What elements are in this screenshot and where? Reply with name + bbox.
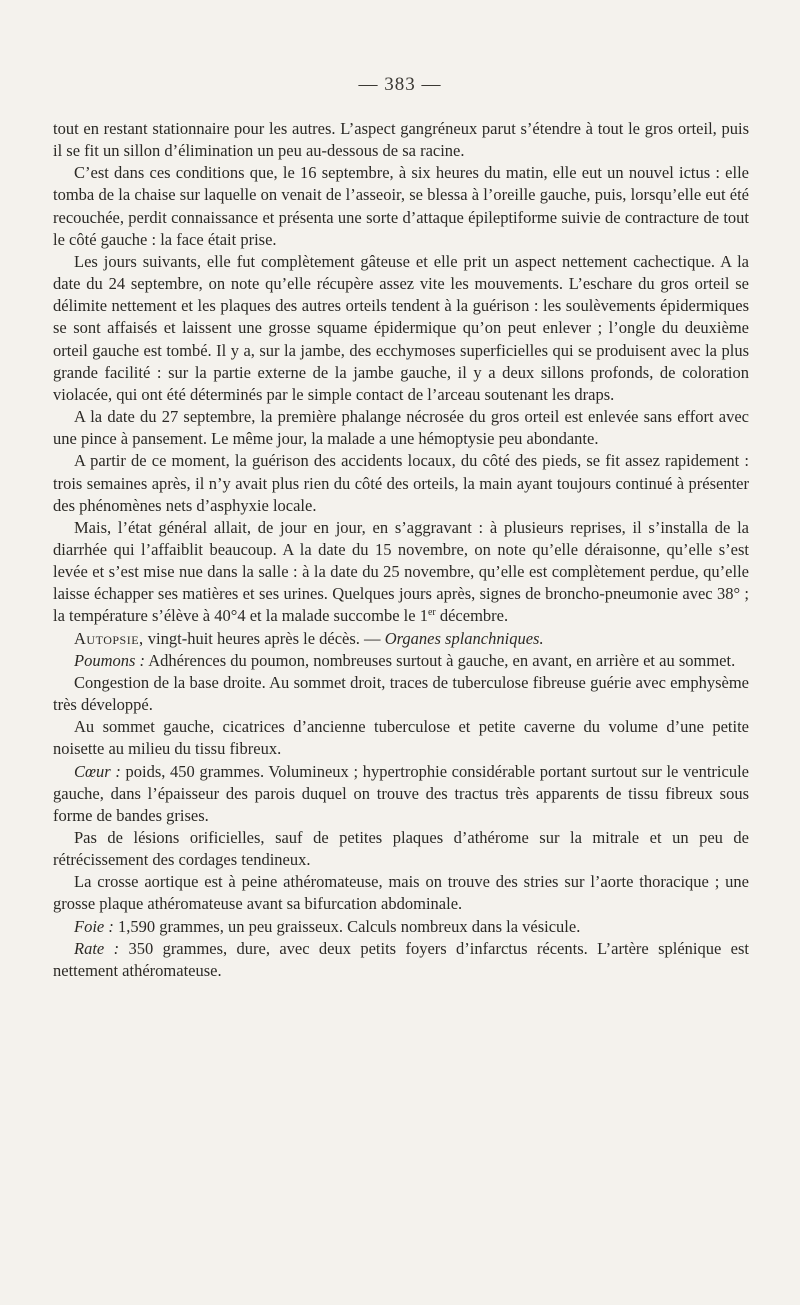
organ-label: Foie : bbox=[74, 916, 114, 936]
paragraph-text: poids, 450 grammes. Volumineux ; hypertrophie considérable portant surtout sur le ventricule gauche, dans l’épaisseur des parois duquel on trouve des tractus très apparents de tissu fibreux sous forme de bandes grises. bbox=[53, 761, 749, 825]
paragraph-text: 1,590 grammes, un peu graisseux. Calculs nombreux dans la vésicule. bbox=[113, 916, 581, 936]
section-heading-italic: Organes splanchniques. bbox=[384, 628, 544, 648]
section-label: Autopsie, bbox=[74, 628, 144, 648]
paragraph-text-end: décembre. bbox=[435, 606, 509, 626]
organ-label: Cœur : bbox=[74, 761, 121, 781]
paragraph: La crosse aortique est à peine athéromateuse, mais on trouve des stries sur l’aorte thoracique ; une grosse plaque athéromateuse avant sa bifurcation abdominale. bbox=[53, 872, 749, 914]
paragraph: tout en restant stationnaire pour les autres. L’aspect gangréneux parut s’étendre à tout le gros orteil, puis il se fit un sillon d’élimination un peu au-dessous de sa racine. bbox=[53, 119, 749, 161]
paragraph: C’est dans ces conditions que, le 16 septembre, à six heures du matin, elle eut un nouvel ictus : elle tomba de la chaise sur laquelle on venait de l’asseoir, se blessa à l’oreille gauche, puis, lorsqu’elle eut été recouchée, perdit connaissance et présenta une sorte d’attaque épileptiforme suivie de contracture de tout le côté gauche : la face était prise. bbox=[53, 163, 749, 249]
paragraph bbox=[53, 628, 749, 650]
organ-label: Poumons : bbox=[74, 650, 146, 670]
paragraph-text: 350 grammes, dure, avec deux petits foyers d’infarctus récents. L’artère splénique est nettement athéromateuse. bbox=[53, 938, 749, 980]
page-number: — 383 — bbox=[358, 74, 442, 95]
ordinal-superscript: er bbox=[427, 607, 436, 619]
paragraph bbox=[53, 517, 749, 628]
paragraph bbox=[53, 938, 749, 982]
paragraph: Pas de lésions orificielles, sauf de petites plaques d’athérome sur la mitrale et un peu de rétrécissement des cordages tendineux. bbox=[53, 828, 749, 870]
paragraph: Au sommet gauche, cicatrices d’ancienne tuberculose et petite caverne du volume d’une petite noisette au milieu du tissu fibreux. bbox=[53, 717, 749, 759]
body-text bbox=[53, 118, 749, 982]
paragraph: A la date du 27 septembre, la première phalange nécrosée du gros orteil est enlevée sans effort avec une pince à pansement. Le même jour, la malade a une hémoptysie peu abondante. bbox=[53, 407, 749, 449]
paragraph: Congestion de la base droite. Au sommet droit, traces de tuberculose fibreuse guérie avec emphysème très développé. bbox=[53, 672, 749, 715]
day-number: 1 bbox=[419, 606, 428, 626]
organ-label: Rate : bbox=[74, 938, 120, 958]
paragraph: A partir de ce moment, la guérison des accidents locaux, du côté des pieds, se fit assez rapidement : trois semaines après, il n’y avait plus rien du côté des orteils, la main ayant toujours continué à présenter des phénomènes nets d’asphyxie locale. bbox=[53, 451, 749, 515]
paragraph bbox=[53, 916, 749, 938]
paragraph bbox=[53, 650, 749, 672]
paragraph: Les jours suivants, elle fut complètement gâteuse et elle prit un aspect nettement cachectique. A la date du 24 septembre, on note qu’elle récupère assez vite les mouvements. L’eschare du gros orteil se délimite nettement et les plaques des autres orteils tendent à la guérison : les soulèvements épidermiques se sont affaisés et laissent une grosse squame épidermique qu’on peut enlever ; l’ongle du deuxième orteil gauche est tombé. Il y a, sur la jambe, des ecchymoses superficielles qui se produisent avec la plus grande facilité : sur la partie externe de la jambe gauche, il y a deux sillons profonds, de coloration violacée, qui ont été déterminés par le simple contact de l’arceau soutenant les draps. bbox=[53, 251, 749, 404]
paragraph-text: vingt-huit heures après le décès. — bbox=[143, 628, 385, 648]
paragraph-text: Mais, l’état général allait, de jour en jour, en s’aggravant : à plusieurs reprises, il s’installa de la diarrhée qui l’affaiblit beaucoup. A la date du 15 novembre, on note qu’elle déraisonne, qu’elle s’est levée et s’est mise nue dans la salle : à la date du 25 novembre, qu’elle est complètement perdue, qu’elle laisse échapper ses matières et ses urines. Quelques jours après, signes de broncho-pneumonie avec 38° ; la température s’élève à 40°4 et la malade succombe le bbox=[53, 517, 749, 626]
paragraph bbox=[53, 761, 749, 827]
paragraph-text: Adhérences du poumon, nombreuses surtout à gauche, en avant, en arrière et au sommet. bbox=[145, 650, 736, 670]
